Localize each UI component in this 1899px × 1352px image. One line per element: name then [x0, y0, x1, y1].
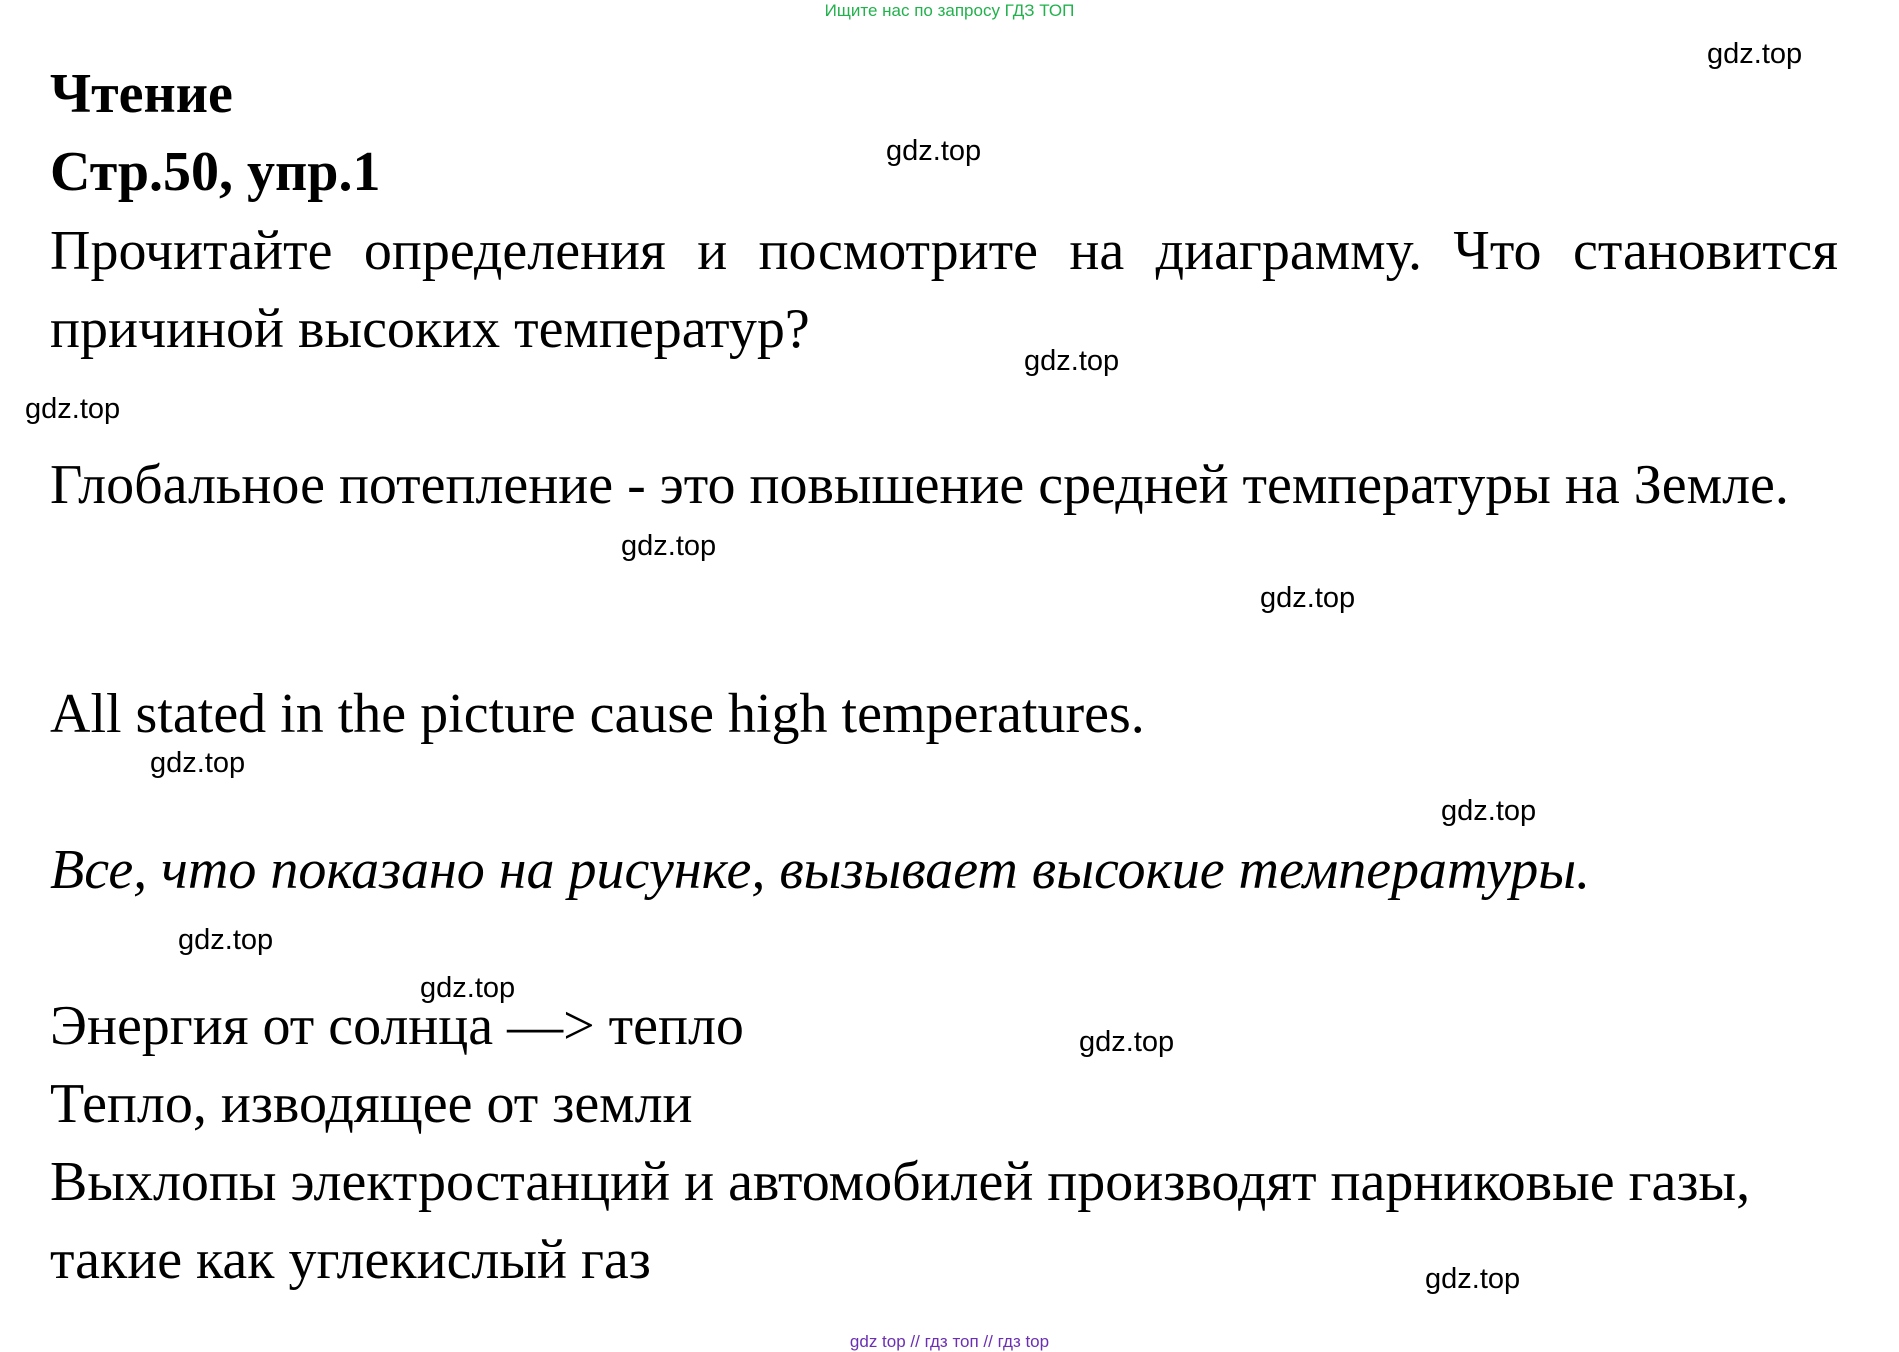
watermark: gdz.top	[178, 924, 274, 956]
note-line-2: Тепло, изводящее от земли	[50, 1073, 693, 1135]
search-hint-banner: Ищите нас по запросу ГДЗ ТОП	[824, 1, 1075, 20]
answer-english: All stated in the picture cause high temperatures.	[50, 683, 1145, 745]
watermark: gdz.top	[25, 393, 121, 425]
watermark: gdz.top	[150, 747, 246, 779]
watermark: gdz.top	[1707, 38, 1803, 70]
exercise-reference: Стр.50, упр.1	[50, 141, 381, 203]
watermark: gdz.top	[886, 135, 982, 167]
note-line-3: Выхлопы электростанций и автомобилей производят парниковые газы,	[50, 1151, 1751, 1213]
watermark: gdz.top	[1425, 1263, 1521, 1295]
watermark: gdz.top	[1260, 582, 1356, 614]
watermark: gdz.top	[420, 972, 516, 1004]
footer-watermark: gdz top // гдз топ // гдз top	[849, 1332, 1050, 1351]
definition-text: Глобальное потепление - это повышение средней температуры на Земле.	[50, 454, 1789, 516]
note-line-1: Энергия от солнца —> тепло	[50, 995, 744, 1057]
watermark: gdz.top	[1024, 345, 1120, 377]
answer-russian: Все, что показано на рисунке, вызывает высокие температуры.	[50, 839, 1591, 901]
watermark: gdz.top	[621, 530, 717, 562]
section-title: Чтение	[50, 63, 233, 125]
note-line-4: такие как углекислый газ	[50, 1229, 651, 1291]
task-text: Прочитайте определения и посмотрите на диаграмму. Что становится причиной высоких температур?	[50, 220, 1838, 360]
watermark: gdz.top	[1441, 795, 1537, 827]
watermark: gdz.top	[1079, 1026, 1175, 1058]
